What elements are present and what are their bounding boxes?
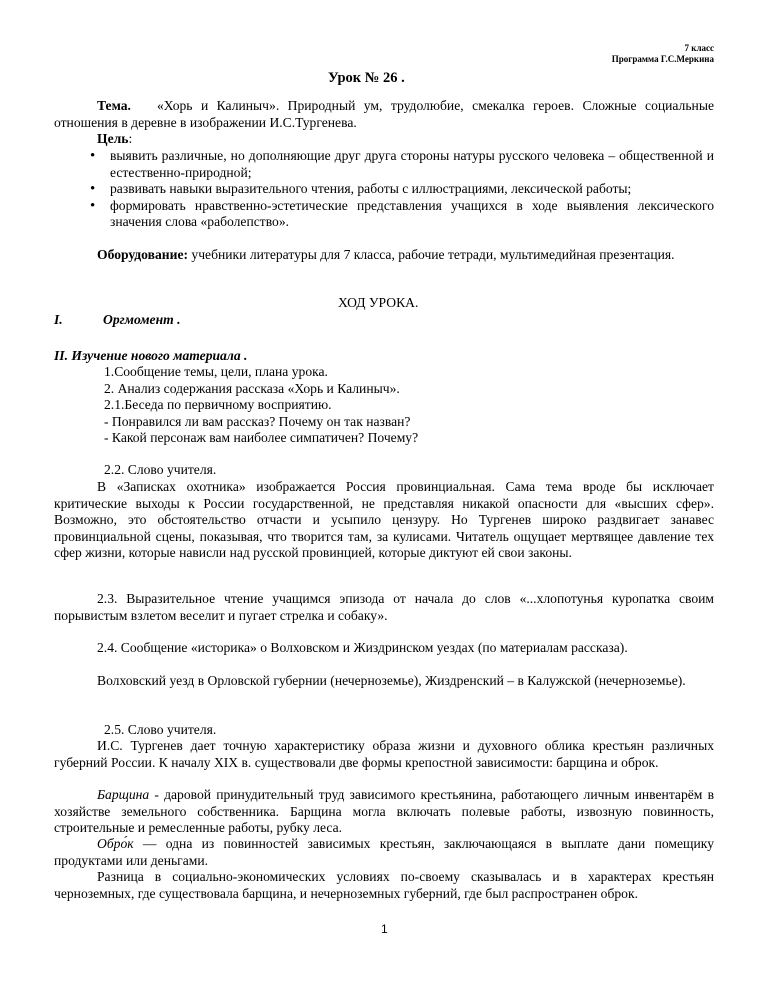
plan-item: 1.Сообщение темы, цели, плана урока. [104, 364, 328, 379]
equipment-paragraph [54, 247, 714, 264]
p24b-text: Волховский уезд в Орловской губернии (нечерноземье), Жиздренский – в Калужской (нечерноземье). [97, 673, 686, 688]
p23-text: 2.3. Выразительное чтение учащимся эпизода от начала до слов «...хлопотунья куропатка своим порывистым взлетом веселит и пугает стрелка и собаку». [54, 591, 714, 623]
obrok-term: Обро́к [97, 836, 134, 851]
goal-item: • развивать навыки выразительного чтения, работы с иллюстрациями, лексической работы; [82, 181, 714, 198]
section1-title: Оргмомент . [103, 312, 181, 327]
goal-item: • формировать нравственно-эстетические представления учащихся в ходе выявления лексического значения слова «раболепство». [82, 198, 714, 231]
barshchina-text: - даровой принудительный труд зависимого крестьянина, работающего личным инвентарём в хозяйстве земельного собственника. Барщина могла включать полевые работы, извозную повинность, строительные и ремесленные работы, рубку леса. [54, 787, 714, 835]
lesson-title: Урок № 26 . [328, 70, 405, 86]
equipment-text: учебники литературы для 7 класса, рабочие тетради, мультимедийная презентация. [188, 247, 675, 262]
plan-item: - Понравился ли вам рассказ? Почему он так назван? [104, 413, 411, 429]
goal-label-line [97, 131, 132, 148]
goal-label: Цель [97, 131, 129, 146]
section2-title: II. Изучение нового материала . [54, 348, 248, 363]
page-number: 1 [381, 922, 388, 936]
plan-item: 2.1.Беседа по первичному восприятию. [104, 397, 332, 412]
barshchina-term: Барщина [97, 787, 150, 802]
equipment-label: Оборудование: [97, 247, 189, 262]
goal-item: • выявить различные, но дополняющие друг друга стороны натуры русского человека – общественной и естественно-природной; [82, 148, 714, 181]
topic-label: Тема. [97, 98, 131, 113]
plan-item: - Какой персонаж вам наиболее симпатичен? Почему? [104, 430, 419, 445]
goal-colon: : [128, 131, 133, 146]
p24-text: 2.4. Сообщение «историка» о Волховском и Жиздринском уездах (по материалам рассказа). [97, 640, 628, 655]
obrok-text: — одна из повинностей зависимых крестьян, заключающаяся в выплате дани помещику продуктами или деньгами. [54, 836, 714, 868]
p25-text: И.С. Тургенев дает точную характеристику образа жизни и духовного облика крестьян различных губерний России. К началу XIX в. существовали две формы крепостной зависимости: барщина и оброк. [54, 738, 714, 770]
obrok-paragraph [54, 836, 714, 869]
course-heading: ХОД УРОКА. [338, 295, 419, 310]
barshchina-paragraph [54, 787, 714, 837]
header-program: Программа Г.С.Меркина [611, 54, 714, 64]
section2-plan-list [104, 364, 714, 447]
header-grade: 7 класс [684, 43, 714, 53]
topic-text: «Хорь и Калиныч». Природный ум, трудолюбие, смекалка героев. Сложные социальные отношения в деревне в изображении И.С.Тургенева. [54, 98, 714, 130]
p22-title: 2.2. Слово учителя. [104, 462, 217, 477]
p22-text: В «Записках охотника» изображается Россия провинциальная. Сама тема вроде бы исключает критические выходы к России государственной, не представляя никакой опасности для «высших сфер». Возможно, это обстоятельство отчасти и усыпило цензуру. Но Тургенев широко раздвигает занавес провинциальной сцены, показывая, что творится там, за кулисами. Читатель ощущает мертвящее давление тех сфер жизни, которые нависли над русской провинцией, которые диктуют ей свои законы. [54, 479, 714, 560]
p25-title: 2.5. Слово учителя. [104, 722, 217, 737]
plan-item: 2. Анализ содержания рассказа «Хорь и Калиныч». [104, 380, 400, 396]
section1-number: I. [54, 312, 63, 327]
difference-paragraph: Разница в социально-экономических условиях по-своему сказывалась и в характерах крестьян черноземных, где существовала барщина, и нечерноземных губерний, где был распространен оброк. [54, 869, 714, 901]
topic-paragraph [54, 98, 714, 131]
goal-list [82, 148, 714, 231]
